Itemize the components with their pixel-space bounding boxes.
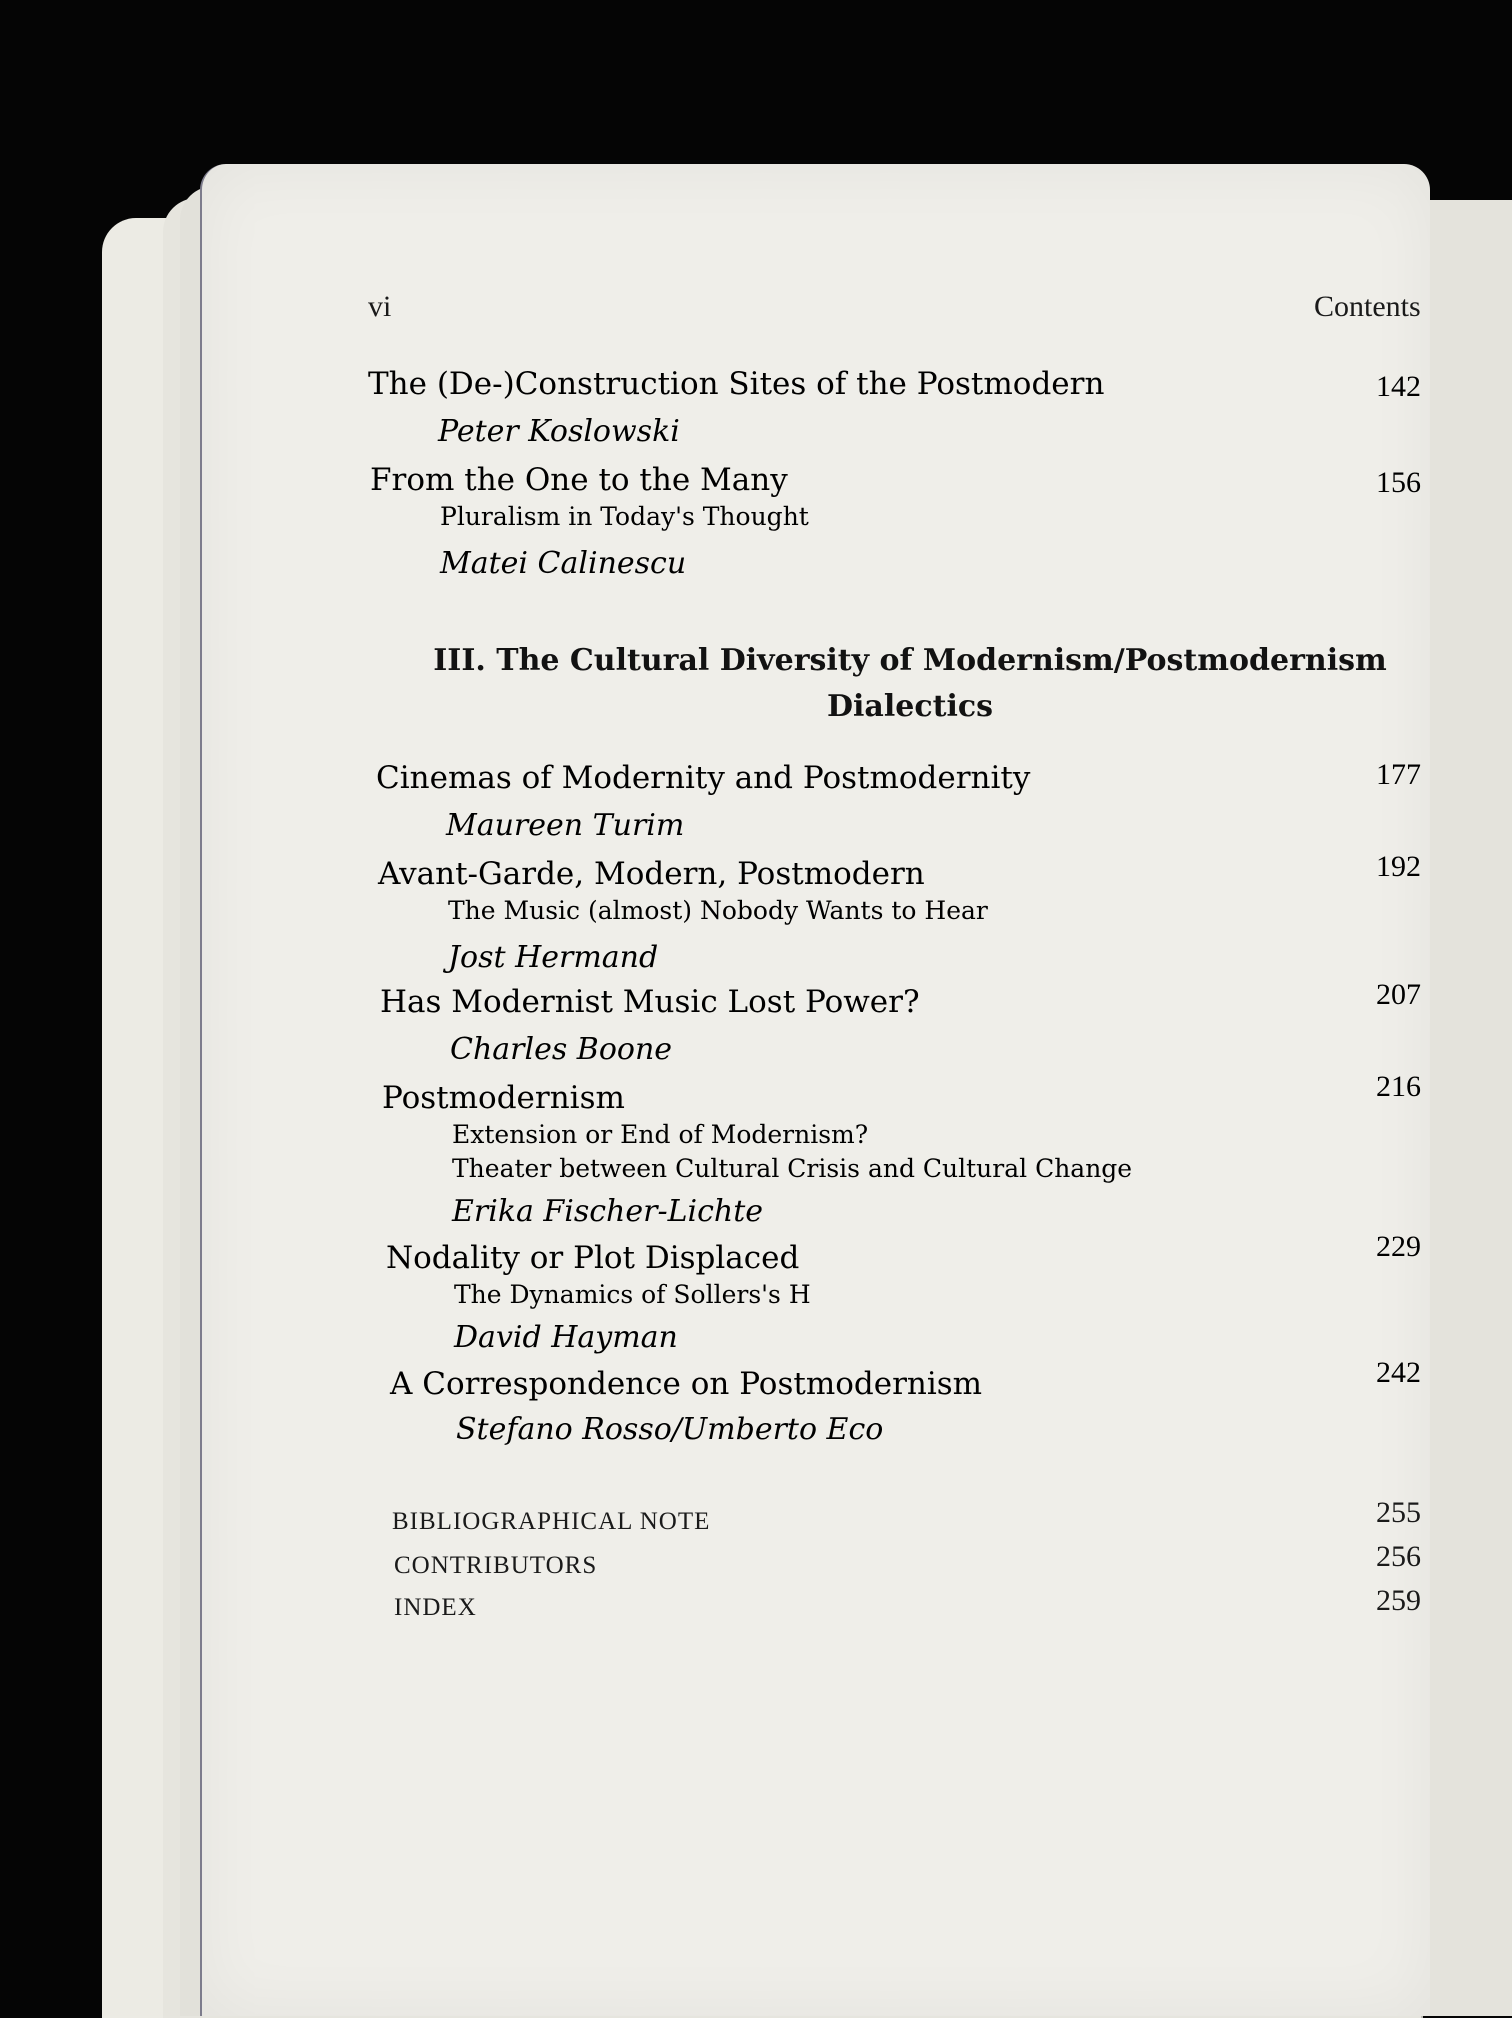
entry-title: From the One to the Many — [370, 462, 788, 498]
back-matter-label: CONTRIBUTORS — [394, 1552, 598, 1579]
entry-page-number: 242 — [1376, 1356, 1421, 1389]
entry-page-number: 229 — [1376, 1230, 1421, 1263]
entry-title: Has Modernist Music Lost Power? — [380, 984, 920, 1020]
entry-subtitle: Pluralism in Today's Thought — [440, 502, 809, 531]
running-head: Contents — [1314, 290, 1421, 323]
entry-author: Peter Koslowski — [438, 414, 680, 449]
entry-author: Jost Hermand — [448, 940, 659, 975]
section-heading-line: III. The Cultural Diversity of Modernism/Postmodernism — [433, 643, 1387, 678]
entry-page-number: 216 — [1376, 1070, 1421, 1103]
facing-page — [1430, 200, 1512, 2016]
entry-title: A Correspondence on Postmodernism — [390, 1366, 983, 1402]
entry-title: Nodality or Plot Displaced — [386, 1240, 800, 1276]
entry-page-number: 156 — [1376, 466, 1421, 499]
entry-title: The (De-)Construction Sites of the Postmodern — [368, 366, 1105, 402]
entry-author: Erika Fischer-Lichte — [452, 1194, 764, 1229]
entry-title: Cinemas of Modernity and Postmodernity — [376, 760, 1031, 796]
entry-author: Charles Boone — [450, 1032, 673, 1067]
entry-page-number: 192 — [1376, 850, 1421, 883]
entry-author: Maureen Turim — [446, 808, 685, 843]
entry-subtitle: The Music (almost) Nobody Wants to Hear — [448, 896, 988, 925]
back-matter-label: INDEX — [394, 1594, 477, 1621]
entry-page-number: 207 — [1376, 978, 1421, 1011]
back-matter-label: BIBLIOGRAPHICAL NOTE — [392, 1508, 711, 1535]
entry-title: Postmodernism — [382, 1080, 625, 1116]
entry-page-number: 177 — [1376, 758, 1421, 791]
back-matter-page: 255 — [1376, 1496, 1421, 1529]
back-matter-page: 259 — [1376, 1584, 1421, 1617]
page-folio: vi — [368, 290, 392, 323]
entry-title: Avant-Garde, Modern, Postmodern — [378, 856, 925, 892]
entry-author: Stefano Rosso/Umberto Eco — [456, 1412, 884, 1447]
entry-subtitle: Extension or End of Modernism? — [452, 1120, 869, 1149]
entry-subtitle: The Dynamics of Sollers's H — [454, 1280, 811, 1309]
entry-author: Matei Calinescu — [440, 546, 687, 581]
back-matter-page: 256 — [1376, 1540, 1421, 1573]
entry-author: David Hayman — [454, 1320, 678, 1355]
section-heading-line: Dialectics — [826, 689, 993, 724]
entry-page-number: 142 — [1376, 370, 1421, 403]
entry-subtitle: Theater between Cultural Crisis and Cultural Change — [452, 1154, 1133, 1183]
section-heading — [400, 638, 1420, 730]
